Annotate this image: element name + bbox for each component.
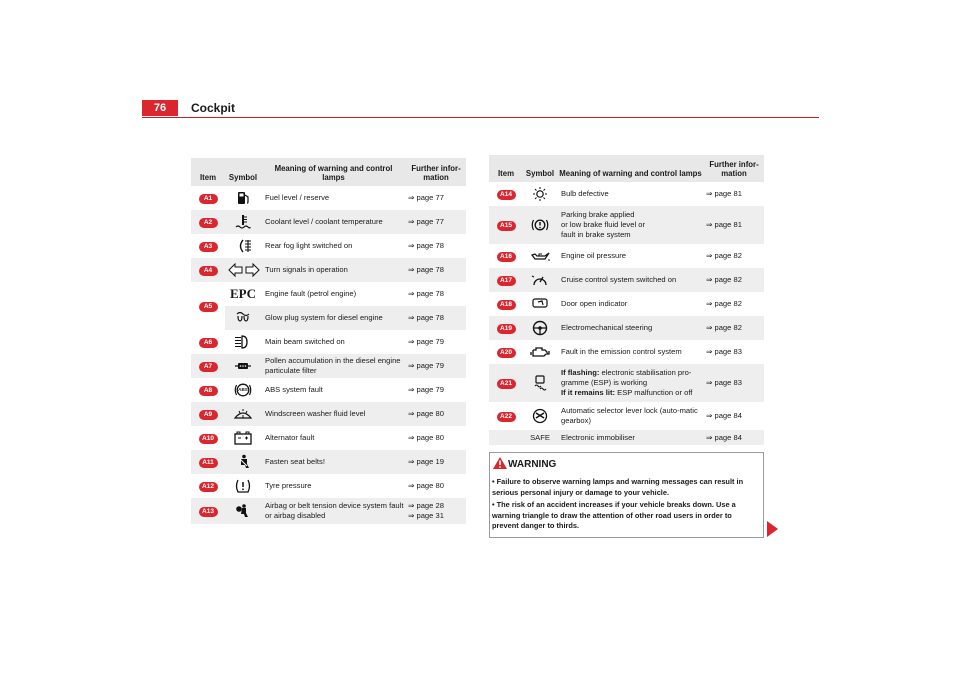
page-ref: ⇒ page 82 — [704, 268, 764, 292]
table-row — [191, 426, 466, 450]
meaning-text: Pollen accumulation in the diesel engine particulate filter — [261, 354, 406, 378]
item-badge: A15 — [497, 221, 516, 231]
meaning-text: Bulb defective — [561, 189, 609, 199]
item-badge: A3 — [199, 242, 218, 252]
table-row — [489, 292, 764, 316]
page-ref: ⇒ page 19 — [406, 450, 466, 474]
item-badge: A17 — [497, 276, 516, 286]
fuel-pump-icon — [232, 190, 254, 206]
abs-icon — [232, 382, 254, 398]
warning-title: WARNING — [508, 459, 557, 470]
meaning-bold: If it remains lit: — [561, 387, 616, 397]
warning-lamps-table-right — [489, 155, 764, 445]
warning-lamps-table-left — [191, 158, 466, 524]
page-number: 76 — [142, 100, 178, 116]
page-ref: ⇒ page 80 — [408, 433, 444, 443]
warning-text: Failure to observe warning lamps and warning messages can result in serious personal injury or damage to your vehicle. — [492, 477, 744, 497]
main-beam-icon — [232, 334, 254, 350]
page-ref: ⇒ page 81 — [706, 189, 742, 199]
meaning-text — [557, 364, 704, 402]
warning-item — [492, 477, 760, 498]
header-symbol: Symbol — [225, 158, 261, 186]
header-item: Item — [489, 155, 523, 182]
item-badge: A11 — [199, 458, 218, 468]
meaning-text: Airbag or belt tension device system fault or airbag disabled — [261, 498, 406, 524]
table-row — [489, 364, 764, 402]
warning-box — [489, 452, 764, 538]
header-further: Further infor-mation — [406, 158, 466, 186]
table-row — [191, 330, 466, 354]
page-title: Cockpit — [191, 101, 236, 115]
meaning-text: Fault in the emission control system — [561, 347, 682, 357]
meaning-text: Electromechanical steering — [557, 316, 704, 340]
meaning-normal: electronic stabilisation pro-gramme (ESP) is working — [561, 368, 692, 388]
item-badge: A18 — [497, 300, 516, 310]
parking-brake-icon — [529, 217, 551, 233]
item-badge: A13 — [199, 507, 218, 517]
page-ref: ⇒ page 78 — [406, 306, 466, 330]
meaning-text: Engine fault (petrol engine) — [265, 289, 357, 299]
page-ref: ⇒ page 83 — [704, 364, 764, 402]
header-meaning: Meaning of warning and control lamps — [261, 158, 406, 186]
meaning-text: Electronic immobiliser — [557, 430, 704, 445]
page-ref: ⇒ page 82 — [706, 251, 742, 261]
warning-text: The risk of an accident increases if your vehicle breaks down. Use a warning triangle to draw the attention of other road users in order to prevent danger to thirds. — [492, 500, 736, 530]
item-badge: A21 — [497, 379, 516, 389]
item-badge: A6 — [199, 338, 218, 348]
page-ref: ⇒ page 78 — [406, 258, 466, 282]
page-ref: ⇒ page 80 — [406, 402, 466, 426]
table-row — [191, 282, 466, 306]
table-row — [489, 402, 764, 430]
table-row — [489, 430, 764, 445]
table-row — [191, 258, 466, 282]
meaning-text: Rear fog light switched on — [265, 241, 353, 251]
meaning-text: ABS system fault — [265, 385, 323, 395]
seat-belt-icon — [232, 454, 254, 470]
tyre-pressure-icon — [232, 478, 254, 494]
item-badge: A1 — [199, 194, 218, 204]
meaning-text: Turn signals in operation — [261, 258, 406, 282]
page-ref: ⇒ page 83 — [706, 347, 742, 357]
turn-signal-arrows-icon — [227, 262, 261, 278]
header-item: Item — [191, 158, 225, 186]
page-ref: ⇒ page 82 — [704, 316, 764, 340]
table-row — [191, 498, 466, 524]
meaning-text: Fuel level / reserve — [265, 193, 330, 203]
bullet: • — [492, 500, 495, 509]
item-badge: A4 — [199, 266, 218, 276]
item-badge: A2 — [199, 218, 218, 228]
table-row — [191, 210, 466, 234]
table-header-row — [489, 155, 764, 182]
particulate-filter-icon — [232, 358, 254, 374]
meaning-normal: ESP malfunction or off — [615, 387, 693, 397]
item-badge: A12 — [199, 482, 218, 492]
page-ref: ⇒ page 82 — [706, 299, 742, 309]
meaning-text: Coolant level / coolant temperature — [261, 210, 406, 234]
selector-lever-lock-icon — [529, 408, 551, 424]
item-badge: A20 — [497, 348, 516, 358]
meaning-text: Automatic selector lever lock (auto-matic gearbox) — [561, 406, 698, 425]
safe-icon: SAFE — [530, 432, 550, 442]
meaning-text: Tyre pressure — [265, 481, 312, 491]
table-row — [489, 316, 764, 340]
table-row — [191, 450, 466, 474]
page-ref: ⇒ page 78 — [408, 241, 444, 251]
airbag-icon — [232, 503, 254, 519]
cruise-control-icon — [529, 272, 551, 288]
page-ref: ⇒ page 78 — [408, 289, 444, 299]
door-open-icon — [529, 296, 551, 312]
warning-list — [492, 477, 760, 534]
meaning-text: Fasten seat belts! — [261, 450, 406, 474]
table-row — [191, 354, 466, 378]
table-row — [489, 244, 764, 268]
meaning-text: Glow plug system for diesel engine — [261, 306, 406, 330]
table-row — [489, 340, 764, 364]
table-row — [191, 402, 466, 426]
page-ref: ⇒ page 79 — [406, 354, 466, 378]
table-row — [489, 182, 764, 206]
item-badge: A8 — [199, 386, 218, 396]
item-badge: A19 — [497, 324, 516, 334]
page-ref: ⇒ page 80 — [408, 481, 444, 491]
bullet: • — [492, 477, 495, 486]
table-row — [191, 474, 466, 498]
meaning-text: Windscreen washer fluid level — [261, 402, 406, 426]
header-further: Further infor-mation — [704, 155, 764, 182]
table-header-row — [191, 158, 466, 186]
meaning-text: Door open indicator — [561, 299, 628, 309]
page-ref: ⇒ page 28 ⇒ page 31 — [406, 498, 466, 524]
washer-fluid-icon — [232, 406, 254, 422]
table-row — [489, 268, 764, 292]
header-meaning: Meaning of warning and control lamps — [557, 155, 704, 182]
page-ref: ⇒ page 84 — [704, 430, 764, 445]
battery-icon — [232, 430, 254, 446]
coolant-temperature-icon — [232, 214, 254, 230]
table-row — [489, 206, 764, 244]
item-badge: A22 — [497, 412, 516, 422]
table-row — [191, 234, 466, 258]
meaning-bold: If flashing: — [561, 368, 600, 378]
table-row — [191, 306, 466, 330]
warning-item — [492, 500, 760, 532]
rear-fog-light-icon — [232, 238, 254, 254]
table-row — [191, 378, 466, 402]
warning-triangle-icon — [492, 456, 508, 470]
item-badge: A16 — [497, 252, 516, 262]
item-badge: A5 — [199, 302, 218, 312]
next-page-arrow-icon — [765, 520, 779, 538]
page-ref: ⇒ page 77 — [408, 193, 444, 203]
page-ref: ⇒ page 84 — [706, 411, 742, 421]
epc-icon: EPC — [230, 285, 256, 301]
meaning-text: Cruise control system switched on — [557, 268, 704, 292]
page-ref: ⇒ page 77 — [406, 210, 466, 234]
header-symbol: Symbol — [523, 155, 557, 182]
meaning-text: Parking brake applied or low brake fluid level or fault in brake system — [557, 206, 704, 244]
oil-can-icon — [529, 248, 551, 264]
abs-icon-label: ABS — [238, 387, 248, 392]
bulb-defective-icon — [529, 186, 551, 202]
item-badge: A10 — [199, 434, 218, 444]
header-rule — [142, 117, 819, 118]
item-badge: A9 — [199, 410, 218, 420]
item-badge: A7 — [199, 362, 218, 372]
esp-skid-icon — [529, 375, 551, 391]
page-ref: ⇒ page 79 — [408, 337, 444, 347]
glow-plug-icon — [232, 310, 254, 326]
meaning-text: Main beam switched on — [265, 337, 345, 347]
page-ref: ⇒ page 81 — [704, 206, 764, 244]
item-badge: A14 — [497, 190, 516, 200]
table-row — [191, 186, 466, 210]
page-ref: ⇒ page 79 — [408, 385, 444, 395]
item-empty — [489, 430, 523, 445]
meaning-text: Engine oil pressure — [561, 251, 627, 261]
engine-icon — [529, 344, 551, 360]
steering-wheel-icon — [529, 320, 551, 336]
meaning-text: Alternator fault — [265, 433, 315, 443]
